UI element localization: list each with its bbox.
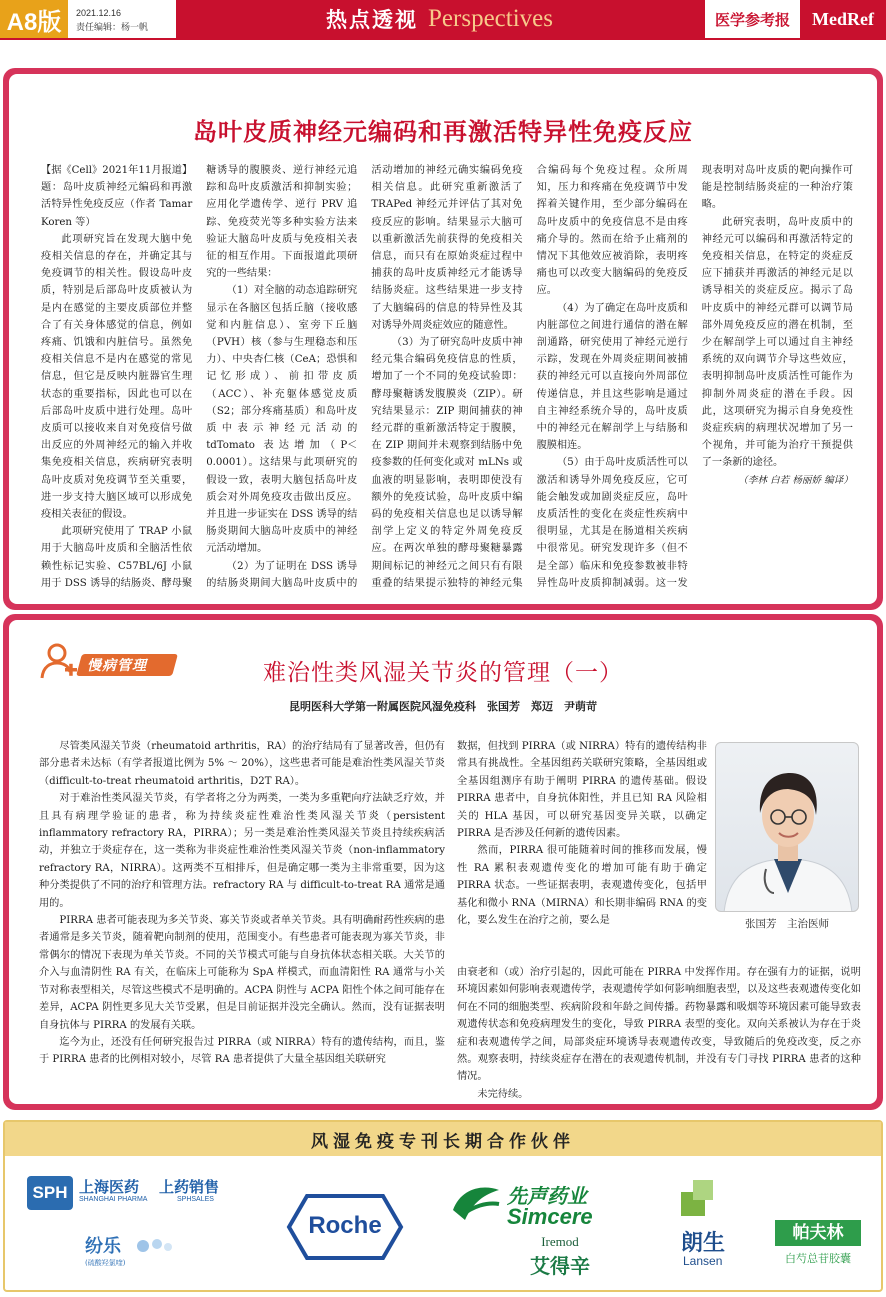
section-title-cn: 热点透视 — [326, 8, 419, 32]
pafulin-name: 帕夫林 — [775, 1220, 861, 1246]
article1-signature: （李林 白若 杨丽娇 编译） — [738, 474, 853, 486]
article-insular-cortex — [3, 68, 883, 610]
article1-paragraph: 此项研究使用了 TRAP 小鼠用于大脑岛叶皮质和全脑活性依赖性标记实验、C57BL/6J 小鼠用于 DSS 诱导的结肠炎、酵母聚糖诱导的腹膜炎、逆行神经元追踪和岛叶皮质激活和抑制实验；应用化学遗传学、逆行 PRV 追踪、免疫荧光等多种实验方法来验证大脑岛叶皮质与免疫相关表征的相互作用。下面报道此项研究的一些结果： — [41, 165, 358, 589]
article2-paragraph: 尽管类风湿关节炎（rheumatoid arthritis，RA）的治疗结局有了显著改善，但仍有部分患者未达标（有学者报道比例为 5% ～ 20%），这些患者可能是难治性类风湿关节炎（difficult-to-treat rheumatoid arthritis，D2T RA）。 — [39, 741, 445, 787]
article1-paragraph: （1）对全脑的动态追踪研究显示在各脑区包括丘脑（接收感觉和内脏信息）、室旁下丘脑（PVH）核（参与生理稳态和压力）、中央杏仁核（CeA；恐惧和记忆形成）、前扣带皮质（ACC）、补充躯体感觉皮质（S2；部分疼痛基质）和岛叶皮质中表示神经元活动的 tdTomato 表达增加（P＜0.0001）。这结果与此项研究的假设一致，表明大脑包括岛叶皮质会对外周免疫攻击做出反应。并且进一步证实在 DSS 诱导的结肠炎期间大脑岛叶皮质中的神经元活动增加。 — [206, 285, 358, 555]
partners-panel — [3, 1120, 883, 1292]
column-label: 慢病管理 — [87, 658, 147, 674]
article1-paragraph: 此项研究旨在发现大脑中免疫相关信息的存在，并确定其与免疫调节的相关性。假设岛叶皮质，特别是后部岛叶皮质被认为是内在感觉的主要皮质部位并整合了有关身体感觉的信息，例如疼痛、饥饿和内脏信号。虽然免疫相关信息不是内在感觉的常见信息，但它是反映内脏器官生理状态的重要指标，因此也可以在后部岛叶皮质中进行处理。岛叶皮质可以接收来自对免疫信号做出反应的外周神经元的输入并收集免疫相关信息，疾病研究表明岛叶皮质对免疫调节至关重要，进一步支持大脑区域可以形成免疫相关表征的假设。 — [41, 233, 193, 521]
brand-en: MedRef — [800, 0, 886, 38]
article-refractory-ra — [3, 614, 883, 1110]
masthead-brand — [703, 0, 886, 38]
lansen-name-cn: 朗生 — [681, 1231, 726, 1256]
simcere-name-cn: 先声药业 — [507, 1184, 587, 1208]
fenle-sub: (硫酸羟氯喹) — [85, 1259, 126, 1267]
article2-paragraph: 迄今为止，还没有任何研究报告过 PIRRA（或 NIRRA）特有的遗传结构，而且，鉴于 PIRRA 患者的比例相对较小，尽管 RA 患者提供了大量全基因组关联研究 — [39, 1036, 445, 1066]
section-banner — [176, 0, 703, 38]
brand-cn: 医学参考报 — [703, 0, 800, 38]
article2-paragraph: 数据，但找到 PIRRA（或 NIRRA）特有的遗传结构非常具有挑战性。全基因组药关联研究策略，全基因组或全基因组测序有助于阐明 PIRRA 的遗传基础。假设 PIRRA 患者中，自身抗体阳性，并且已知 RA 风险相关的 HLA 基因，可以研究基因变异关联，以确定 PIRRA 是否涉及任何新的遗传因素。 — [457, 741, 707, 840]
article2-to-be-continued: 未完待续。 — [477, 1088, 529, 1100]
fenle-name: 纷乐 — [85, 1236, 121, 1257]
lansen-name-en: Lansen — [683, 1254, 723, 1268]
fenle-logo — [85, 1232, 185, 1276]
article1-title: 岛叶皮质神经元编码和再激活特异性免疫反应 — [193, 118, 693, 146]
simcere-mark-icon — [451, 1180, 501, 1224]
aidexin-name: 艾得辛 — [530, 1254, 590, 1278]
article1-body — [41, 162, 853, 602]
droplets-icon — [135, 1236, 175, 1256]
author-portrait — [715, 742, 859, 912]
roche-name: Roche — [308, 1212, 382, 1239]
article2-bottom-column — [457, 964, 861, 1103]
doctor-photo-icon — [716, 743, 859, 912]
sphsales-name-cn: 上药销售 — [159, 1178, 220, 1196]
article1-lead: 【据《Cell》2021年11月报道】题：岛叶皮质神经元编码和再激活特异性免疫反应（作者 Tamar Koren 等） — [41, 165, 193, 228]
lansen-mark-icon — [681, 1180, 721, 1220]
sph-logo — [27, 1168, 237, 1216]
lansen-logo — [681, 1180, 871, 1280]
sph-mark: SPH — [27, 1176, 73, 1210]
iremod-logo — [505, 1234, 615, 1280]
article1-paragraph: （2）为了证明在 DSS 诱导的结肠炎期间大脑岛叶皮质中的活动增加的神经元确实编码免疫相关信息。此研究重新激活了 TRAPed 神经元并评估了其对免疫反应的影响。结果显示大脑可以重新激活先前获得的免疫相关信息，而只有在原始炎症过程中捕获的岛叶皮质神经元才能诱导结肠炎症。这些结果进一步支持了大脑编码的信息的特异性及其对诱导外周炎症效应的随意性。 — [206, 165, 523, 589]
article2-paragraph: PIRRA 患者可能表现为多关节炎、寡关节炎或者单关节炎。具有明确耐药性疾病的患者通常是多关节炎，随着靶向制剂的使用，范围变小。有些患者可能表现为寡关节炎，非常偶尔的情况下表现为单关节炎。不同的关节模式可能与自身抗体状态相关联。大关节的介入与血清阴性 RA 有关，在临床上可能称为 SpA 样模式，而血清阳性 RA 通常与小关节对称表型相关，尽管这些模式不是明确的。ACPA 阴性与 ACPA 阳性个体之间可能存在差异，ACPA 阴性更多见大关节受累，但是目前证据并没完全确认。然而，没有证据表明自身抗体与 PIRRA 的发展有关联。 — [39, 915, 445, 1031]
simcere-name-en: Simcere — [507, 1204, 593, 1229]
article1-paragraph: 此研究表明，岛叶皮质中的神经元可以编码和再激活特定的免疫相关信息，在特定的炎症反应下捕获并再激活的神经元足以诱导相关的炎症反应。揭示了岛叶皮质中的神经元群可以调节局部外周免疫反应的潜在机制，至少在解剖学上可以通过自主神经系统的双向调节介导这些效应，表明抑制岛叶皮质活性可能作为抑制外周炎症的潜在手段。因此，这项研究为揭示自身免疫性炎症疾病的病理状况增加了另一个视角，并可能为治疗干预提供了一条新的途径。 — [701, 216, 853, 469]
sph-name-en: SHANGHAI PHARMA — [79, 1196, 148, 1203]
page-number: A8版 — [0, 0, 68, 38]
article1-paragraph: （5）由于岛叶皮质活性可以激活和诱导外周免疫反应，它可能会触发或加剧炎症反应，岛叶皮质活性的变化在炎症性疾病中很明显，尤其是在肠道相关疾病中很常见。研究发现许多（但不是全部）临床和免疫参数被非特异性岛叶皮质抑制减弱。这一发现表明对岛叶皮质的靶向操作可能是控制结肠炎症的一种治疗策略。 — [536, 165, 853, 589]
issue-date: 2021.12.16 — [76, 8, 122, 18]
roche-logo — [285, 1192, 405, 1262]
partners-heading: 风湿免疫专刊长期合作伙伴 — [5, 1122, 881, 1156]
page-header — [0, 0, 886, 40]
article2-paragraph: 对于难治性类风湿关节炎，有学者将之分为两类，一类为多重靶向疗法缺乏疗效，并且具有病理学验证的患者，称为持续炎症性难治性类风湿关节炎（persistent inflammatory refractory RA，PIRRA）；另一类是难治性类风湿关节炎且持续疾病活动，并独立于炎症存在，这一类称为非炎症性难治性类风湿关节炎（non-inflammatory refractory RA，NIRRA）。这两类不互相排斥，但是确定哪一类为主非常重要，因为这种分类提供了不同的治疗和管理方法。refractory RA 与 difficult-to-treat RA 通常是通用的。 — [39, 793, 445, 909]
article2-title: 难治性类风湿关节炎的管理（一） — [263, 660, 623, 686]
section-title-en: Perspectives — [428, 5, 553, 32]
editor-line: 责任编辑：杨一帆 — [76, 22, 149, 32]
article1-paragraph: （3）为了研究岛叶皮质中神经元集合编码免疫信息的性质，增加了一个不同的免疫试验即：酵母聚糖诱发腹膜炎（ZIP）。研究结果显示：ZIP 期间捕获的神经元群的重新激活特定于腹膜，在 ZIP 期间并未观察到结肠中免疫参数的任何变化或对 mLNs 或血液的明显影响，表明即使没有额外的免疫试验，岛叶皮质中编码的免疫相关信息也足以诱导解剖学上定义的特定外周免疫反应。在两次单独的酵母聚糖暴露期间标记的神经元之间只有有限重叠的结果提示独特的神经元集合编码每个免疫过程。众所周知，压力和疼痛在免疫调节中发挥着关键作用，至少部分编码在岛叶皮质中的免疫信息不是由疼痛介导的。然而在给予止痛剂的情况下其他效应被消除，表明疼痛也可以改变大脑编码的免疫反应。 — [371, 165, 688, 589]
article1-paragraph: （4）为了确定在岛叶皮质和内脏部位之间进行通信的潜在解剖通路，研究使用了神经元逆行示踪，发现在外周炎症期间被捕获的神经元可以直接向外周部位传递信息，并且这些影响是通过自主神经系统介导的，岛叶皮质中的神经元在解剖学上与结肠和腹膜相连。 — [536, 302, 688, 452]
pafulin-sub: 白芍总苷胶囊 — [785, 1252, 851, 1265]
sph-name-cn: 上海医药 — [79, 1178, 140, 1196]
article2-authors: 昆明医科大学第一附属医院风湿免疫科 张国芳 郑迈 尹萌苛 — [289, 700, 597, 713]
article2-left-column — [39, 738, 445, 1069]
simcere-logo — [451, 1180, 651, 1230]
iremod-name: Iremod — [541, 1234, 579, 1249]
article2-right-column — [457, 738, 707, 929]
article2-paragraph: 然而，PIRRA 很可能随着时间的推移而发展，慢性 RA 累积表观遗传变化的增加可能有助于确定 PIRRA 状态。一些证据表明，表观遗传变化，包括甲基化和微小 RNA（MIRNA）和长期非编码 RNA 的变化，要么发生在治疗之前，要么是 — [457, 845, 707, 927]
portrait-caption: 张国芳 主治医师 — [745, 918, 829, 930]
article2-paragraph: 由衰老和（或）治疗引起的，因此可能在 PIRRA 中发挥作用。存在强有力的证据，说明环境因素如何影响表观遗传学，表观遗传学如何影响细胞表型，以及这些表观遗传变化如何在不同的细胞类型、疾病阶段和年龄之间传播。药物暴露和吸烟等环境因素可能导致表观遗传状态和免疫病理发生的变化，导致 PIRRA 表型的变化。双向关系被认为存在于炎症和表观遗传学之间，局部炎症环境诱导表观遗传改变，导致随后的免疫改变，反之亦然。观察表明，持续炎症存在潜在的表观遗传机制，并没有专门寻找 PIRRA 患者的这种情况。 — [457, 967, 861, 1083]
sphsales-name-en: SPHSALES — [177, 1196, 214, 1203]
issue-meta — [68, 0, 176, 38]
